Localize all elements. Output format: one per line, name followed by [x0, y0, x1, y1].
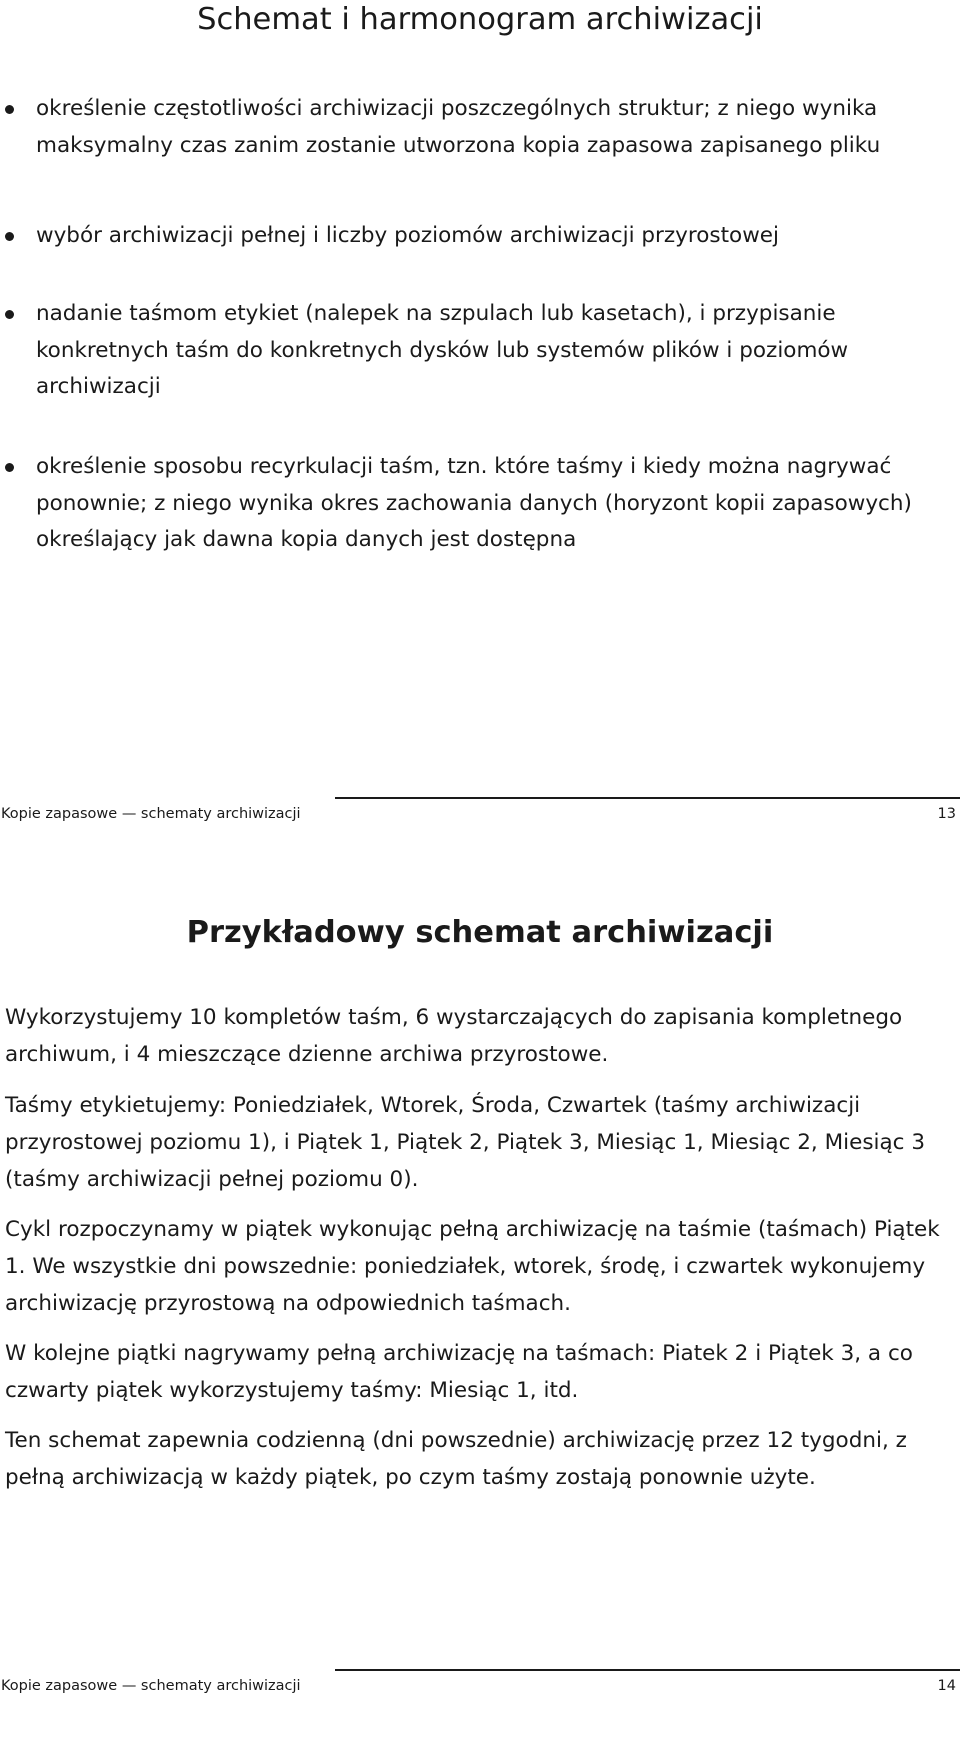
- bullet-item: [36, 91, 956, 164]
- footer-title: Kopie zapasowe — schematy archiwizacji: [1, 806, 301, 822]
- bullet-item: [36, 296, 956, 406]
- paragraph: W kolejne piątki nagrywamy pełną archiwizację na taśmach: Piatek 2 i Piątek 3, a co czwarty piątek wykorzystujemy taśmy: Miesiąc 1, itd.: [5, 1341, 913, 1403]
- slide-footer: [0, 797, 960, 827]
- bullet-text: nadanie taśmom etykiet (nalepek na szpulach lub kasetach), i przypisanie konkretnych taśm do konkretnych dysków lub systemów plików i poziomów archiwizacji: [36, 301, 849, 399]
- slide-14: [0, 872, 960, 1743]
- bullet-text: określenie częstotliwości archiwizacji poszczególnych struktur; z niego wynika maksymalny czas zanim zostanie utworzona kopia zapasowa zapisanego pliku: [36, 96, 881, 158]
- paragraph: Ten schemat zapewnia codzienną (dni powszednie) archiwizację przez 12 tygodni, z pełną archiwizacją w każdy piątek, po czym taśmy zostają ponownie użyte.: [5, 1428, 907, 1490]
- footer-divider: [335, 797, 960, 799]
- bullet-icon: [5, 463, 14, 472]
- slide-footer: [0, 1669, 960, 1699]
- bullet-icon: [5, 232, 14, 241]
- page-number: 14: [937, 1678, 956, 1694]
- footer-divider: [335, 1669, 960, 1671]
- slide-13: [0, 0, 960, 871]
- paragraph: Taśmy etykietujemy: Poniedziałek, Wtorek, Środa, Czwartek (taśmy archiwizacji przyrostowej poziomu 1), i Piątek 1, Piątek 2, Piątek 3, Miesiąc 1, Miesiąc 2, Miesiąc 3 (taśmy archiwizacji pełnej poziomu 0).: [5, 1093, 926, 1192]
- footer-title: Kopie zapasowe — schematy archiwizacji: [1, 1678, 301, 1694]
- bullet-text: wybór archiwizacji pełnej i liczby poziomów archiwizacji przyrostowej: [36, 223, 779, 248]
- page-number: 13: [937, 806, 956, 822]
- bullet-icon: [5, 310, 14, 319]
- bullet-text: określenie sposobu recyrkulacji taśm, tzn. które taśmy i kiedy można nagrywać ponownie; z niego wynika okres zachowania danych (horyzont kopii zapasowych) określający jak dawna kopia danych jest dostępna: [36, 454, 912, 552]
- paragraph: Wykorzystujemy 10 kompletów taśm, 6 wystarczających do zapisania kompletnego archiwum, i 4 mieszczące dzienne archiwa przyrostowe.: [5, 1005, 903, 1067]
- bullet-item: [36, 449, 956, 559]
- slide-title: Przykładowy schemat archiwizacji: [186, 915, 774, 950]
- bullet-item: [36, 218, 956, 255]
- slide-title: Schemat i harmonogram archiwizacji: [197, 2, 763, 37]
- bullet-icon: [5, 105, 14, 114]
- paragraph: Cykl rozpoczynamy w piątek wykonując pełną archiwizację na taśmie (taśmach) Piątek 1. We wszystkie dni powszednie: poniedziałek, wtorek, środę, i czwartek wykonujemy archiwizację przyrostową na odpowiednich taśmach.: [5, 1217, 940, 1316]
